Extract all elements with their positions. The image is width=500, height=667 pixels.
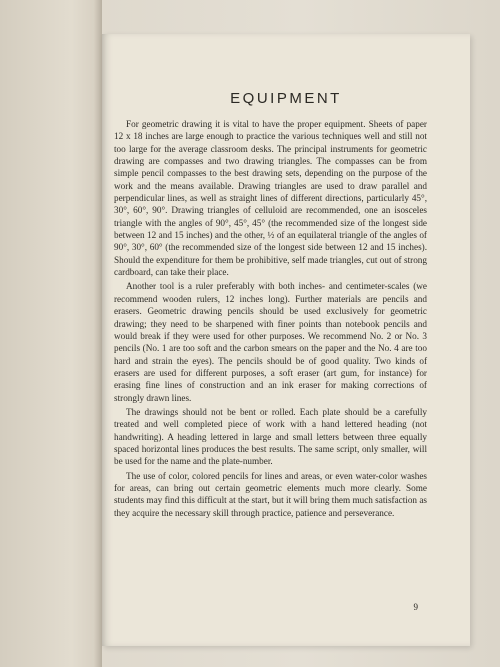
- page-number: 9: [413, 602, 418, 612]
- facing-page-edge: [0, 0, 102, 667]
- book-page: [102, 34, 470, 646]
- paragraph-3: The drawings should not be bent or rolled. Each plate should be a carefully treated and well completed piece of work with a hand lettered heading (not handwriting). A heading lettered in large and small letters between three equally spaced horizontal lines produces the best results. The same script, only smaller, will be used for the name and the plate-number.: [114, 406, 427, 467]
- page-body: [114, 118, 427, 521]
- paragraph-4: The use of color, colored pencils for lines and areas, or even water-color washes for areas, can bring out certain geometric elements much more clearly. Some students may find this difficult at the start, but it will bring them much satisfaction as they acquire the necessary skill through practice, patience and perseverance.: [114, 470, 427, 518]
- paragraph-1: For geometric drawing it is vital to have the proper equipment. Sheets of paper 12 x 18 inches are large enough to practice the various techniques well and still not too large for the average classroom desks. The principal instruments for geometric drawing are compasses and two drawing triangles. The compasses can be from simple pencil compasses to the best drawing sets, depending on the purpose of the work and the means available. Drawing triangles are used to draw parallel and perpendicular lines, as well as straight lines of different directions, particularly 45°, 30°, 60°, 90°. Drawing triangles of celluloid are recommended, one an isosceles triangle with the angles of 90°, 45°, 45° (the recommended size of the longest side between 12 and 15 inches) and the other, ½ of an equilateral triangle of the angles of 90°, 30°, 60° (the recommended size of the longest side between 12 and 15 inches). Should the expenditure for them be prohibitive, self made triangles, cut out of strong cardboard, can take their place.: [114, 119, 427, 278]
- page-title: EQUIPMENT: [230, 90, 342, 107]
- paragraph-2: Another tool is a ruler preferably with both inches- and centimeter-scales (we recommend wooden rulers, 12 inches long). Further materials are pencils and erasers. Geometric drawing pencils should be used exclusively for geometric drawing; they need to be sharpened with finer points than notebook pencils and would break if they were used for other purposes. We recommend No. 2 or No. 3 pencils (No. 1 are too soft and the carbon smears on the paper and the No. 4 are too hard and strain the eyes). The pencils should be of good quality. Two kinds of erasers are used for different purposes, a soft eraser (art gum, for instance) for erasing fine lines of construction and an ink eraser for making corrections of strongly drawn lines.: [114, 281, 427, 403]
